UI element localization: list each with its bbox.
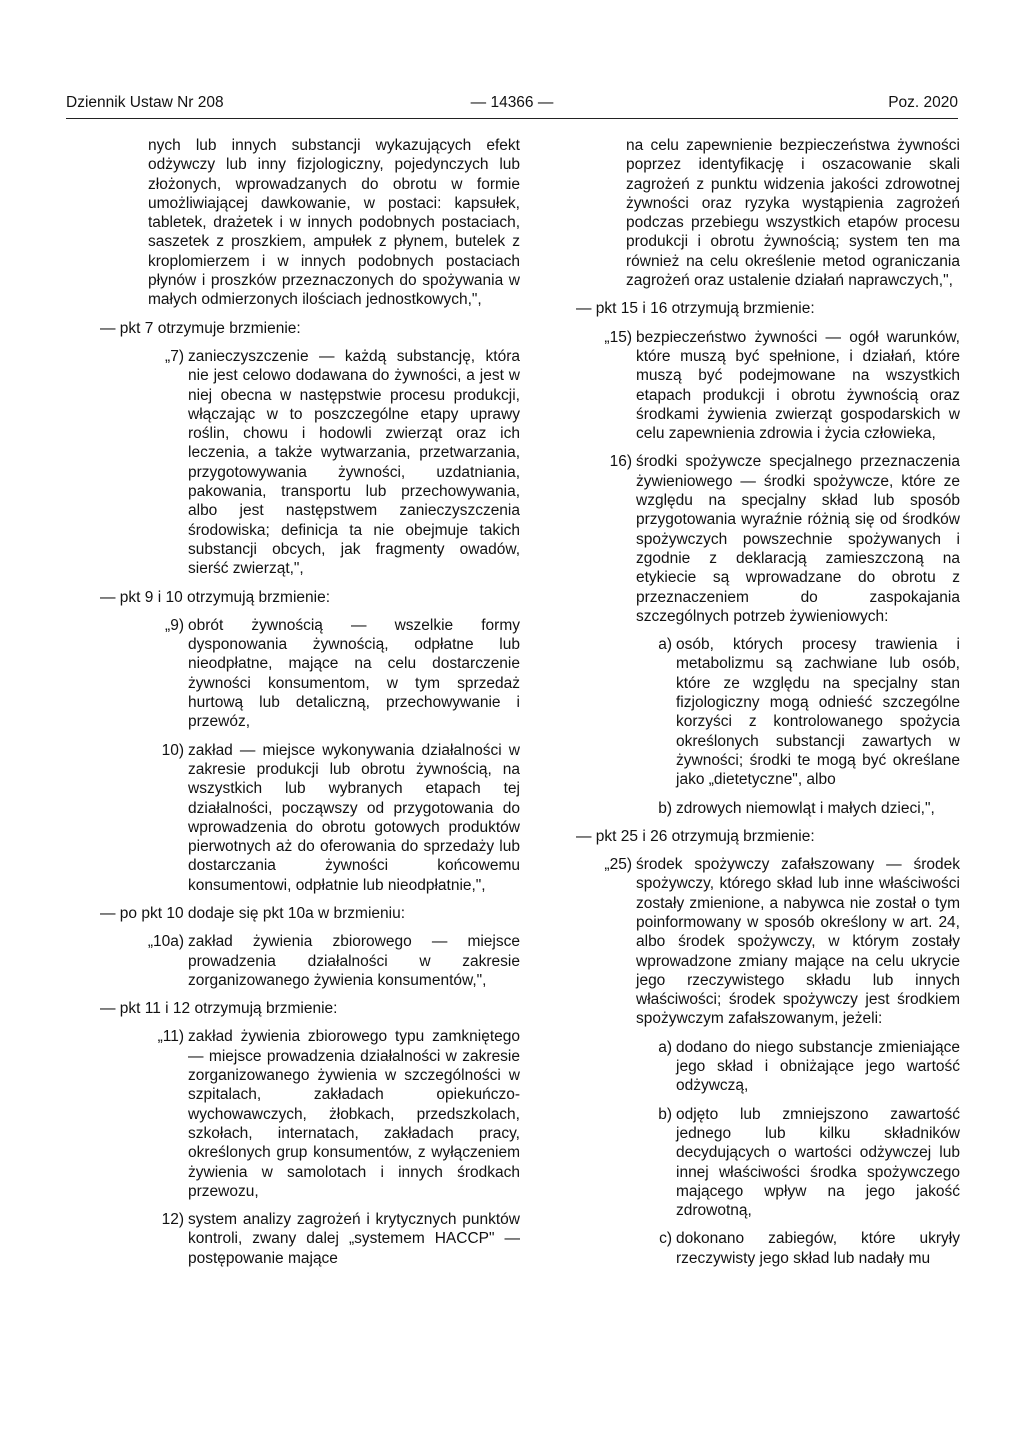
left-column: [100, 136, 520, 1268]
subpoint-text: dokonano zabiegów, które ukryły rzeczywisty jego skład lub nadały mu: [676, 1230, 960, 1267]
definition-25: [604, 855, 960, 1029]
definition-number: „15): [604, 328, 632, 346]
definition-number: „7): [165, 347, 184, 365]
continuation-text: nych lub innych substancji wykazujących efekt odżywczy lub inny fizjologiczny, pojedynczych lub złożonych, wprowadzanych do obrotu w formie umożliwiającej dawkowanie, w postaci: kapsułek, tabletek, drażetek i w innych podobnych postaciach, saszetek z proszkiem, ampułek z płynem, butelek z kroplomierzem i w innych podobnych postaciach płynów i proszków przeznaczonych do spożywania w małych odmierzonych ilościach jednostkowych,",: [148, 137, 520, 309]
definition-9: [165, 616, 520, 732]
definition-text: system analizy zagrożeń i krytycznych punktów kontroli, zwany dalej „systemem HACCP" — postępowanie mające: [188, 1211, 520, 1267]
definition-number: 16): [609, 453, 632, 471]
definition-25-c: [659, 1229, 960, 1268]
subpoint-text: dodano do niego substancje zmieniające jego skład i obniżające jego wartość odżywczą,: [676, 1038, 960, 1095]
position-number: Poz. 2020: [888, 94, 958, 111]
amendment-instruction: — pkt 9 i 10 otrzymują brzmienie:: [100, 588, 331, 606]
definition-number: „10a): [147, 933, 184, 951]
definition-text: obrót żywnością — wszelkie formy dysponowania żywnością, odpłatne lub nieodpłatne, mające na celu dostarczenie żywności konsumentom, w tym sprzedaż hurtową lub detaliczną, przechowywanie i przewóz,: [188, 616, 520, 731]
definition-25-b: [658, 1105, 960, 1221]
right-column: [568, 136, 960, 1268]
subpoint-letter: a): [658, 1038, 672, 1056]
subpoint-text: zdrowych niemowląt i małych dzieci,",: [676, 799, 935, 817]
subpoint-letter: c): [659, 1230, 672, 1248]
definition-12: [161, 1210, 520, 1268]
definition-16-b: [658, 799, 960, 818]
amendment-instruction: — pkt 11 i 12 otrzymują brzmienie:: [100, 1000, 338, 1018]
journal-title: Dziennik Ustaw Nr 208: [66, 94, 224, 111]
definition-text: zakład żywienia zbiorowego — miejsce prowadzenia działalności w zakresie zorganizowanego żywienia konsumentów,",: [188, 933, 520, 989]
subpoint-letter: a): [658, 636, 672, 654]
definition-16: [609, 452, 960, 626]
definition-7: [165, 347, 520, 579]
page-number: — 14366 —: [470, 94, 554, 111]
definition-15: [604, 328, 960, 444]
definition-text: zanieczyszczenie — każdą substancję, która nie jest celowo dodawana do żywności, a jest w niej obecna w następstwie procesu produkcji, włączając w to poszczególne etapy uprawy roślin, chowu i hodowli zwierząt oraz ich leczenia, a także wytwarzania, przetwarzania, przygotowywania żywności, uzdatniania, pakowania, transportu lub przechowywania, albo jest następstwem zanieczyszczenia środowiska; definicja ta nie obejmuje takich substancji obcych, jak fragmenty owadów, sierść zwierząt,",: [188, 347, 520, 578]
definition-text: zakład żywienia zbiorowego typu zamkniętego — miejsce prowadzenia działalności w zakresie zorganizowanego żywienia w szczególności w szpitalach, zakładach opiekuńczo-wychowawczych, żłobkach, przedszkolach, szkołach, internatach, zakładach pracy, określonych grup konsumentów, z wyłączeniem żywienia w samolotach i innych środkach przewozu,: [188, 1028, 520, 1200]
definition-number: „25): [604, 856, 632, 874]
page-header: [66, 94, 958, 119]
continuation-text: na celu zapewnienie bezpieczeństwa żywności poprzez identyfikację i oszacowanie skali zagrożeń z punktu widzenia jakości zdrowotnej żywności oraz ryzyka wystąpienia zagrożeń podczas przebiegu wszystkich etapów procesu produkcji i obrotu żywnością; system ten ma również na celu określenie metod ograniczania zagrożeń oraz ustalenie działań naprawczych,",: [626, 137, 960, 290]
definition-10: [161, 741, 520, 895]
definition-text: środki spożywcze specjalnego przeznaczenia żywieniowego — środki spożywcze, które ze względu na specjalny skład lub sposób przygotowania wyraźnie różnią się od środków spożywczych powszechnie spożywanych i zgodnie z deklaracją zamieszczoną na etykiecie są wprowadzane do obrotu z przeznaczeniem do zaspokajania szczególnych potrzeb żywieniowych:: [636, 453, 960, 625]
subpoint-text: osób, których procesy trawienia i metabolizmu są zachwiane lub osób, które ze względu na specjalny stan fizjologiczny mogą odnieść szczególne korzyści z kontrolowanego spożycia określonych substancji zawartych w żywności; środki te mogą być określane jako „dietetyczne", albo: [676, 636, 960, 789]
definition-number: „11): [157, 1028, 184, 1046]
amendment-instruction: — po pkt 10 dodaje się pkt 10a w brzmieniu:: [100, 904, 406, 922]
definition-text: zakład — miejsce wykonywania działalności w zakresie produkcji lub obrotu żywnością, na wszystkich lub wybranych etapach tej działalności, począwszy od przygotowania do wprowadzenia do obrotu gotowych produktów pierwotnych aż do oferowania do sprzedaży lub dostarczania żywności końcowemu konsumentowi, odpłatnie lub nieodpłatnie,",: [188, 741, 520, 894]
definition-10a: [147, 932, 520, 990]
subpoint-letter: b): [658, 1105, 672, 1123]
definition-text: bezpieczeństwo żywności — ogół warunków, które muszą być spełnione, i działań, które muszą być podejmowane na wszystkich etapach produkcji i obrotu żywnością oraz środkami żywienia zwierząt gospodarskich w celu zapewnienia zdrowia i życia człowieka,: [636, 328, 960, 443]
amendment-instruction: — pkt 15 i 16 otrzymują brzmienie:: [576, 300, 815, 318]
amendment-instruction: — pkt 7 otrzymuje brzmienie:: [100, 319, 301, 337]
definition-text: środek spożywczy zafałszowany — środek spożywczy, którego skład lub inne właściwości zostały zmienione, a nabywca nie został o tym poinformowany w sposób określony w art. 24, albo środek spożywczy, w którym zostały wprowadzone zmiany mające na celu ukrycie jego rzeczywistego składu lub innych właściwości; środek spożywczy jest środkiem spożywczym zafałszowanym, jeżeli:: [636, 856, 960, 1028]
definition-16-a: [658, 635, 960, 789]
definition-number: 10): [161, 741, 184, 759]
definition-11: [157, 1027, 520, 1201]
subpoint-text: odjęto lub zmniejszono zawartość jednego lub kilku składników decydujących o wartości odżywczej lub innej właściwości środka spożywczego mającego wpływ na jego jakość zdrowotną,: [676, 1105, 960, 1220]
definition-number: „9): [165, 616, 184, 634]
subpoint-letter: b): [658, 799, 672, 817]
definition-number: 12): [161, 1211, 184, 1229]
definition-25-a: [658, 1038, 960, 1096]
amendment-instruction: — pkt 25 i 26 otrzymują brzmienie:: [576, 827, 815, 845]
